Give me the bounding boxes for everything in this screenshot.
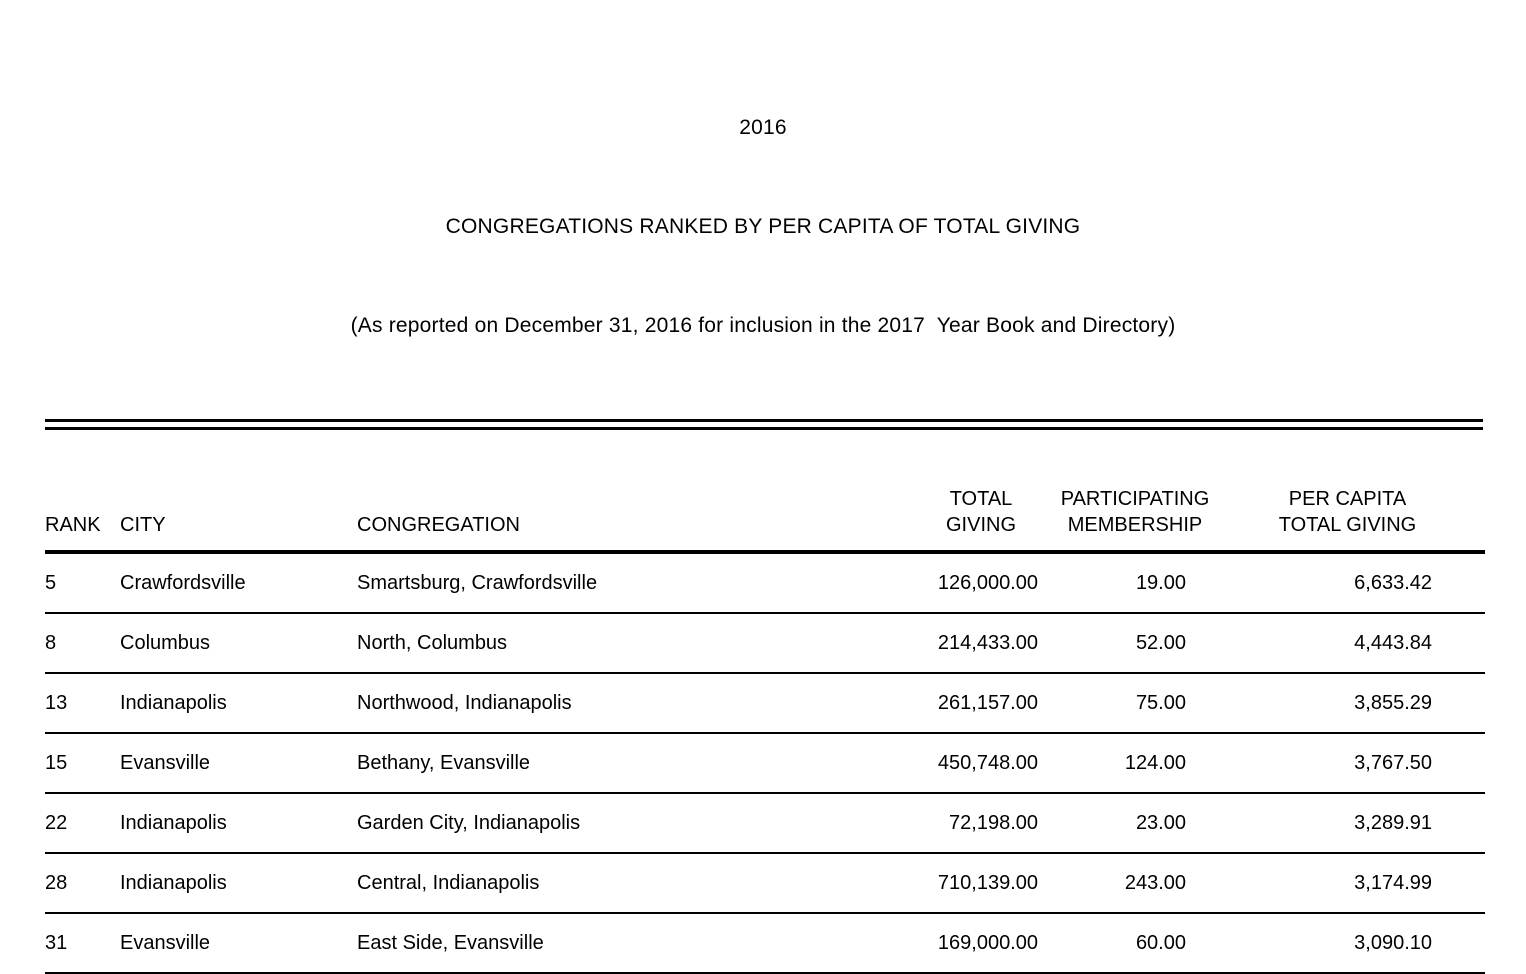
header-double-rule (45, 419, 1483, 430)
cell-rank: 31 (45, 913, 120, 973)
cell-city: Evansville (120, 733, 357, 793)
cell-rank: 5 (45, 552, 120, 613)
table-row (45, 793, 1485, 853)
report-header (0, 0, 1526, 408)
cell-total-giving: 450,748.00 (902, 733, 1060, 793)
cell-per-capita: 3,767.50 (1210, 733, 1485, 793)
column-header-city: CITY (120, 430, 357, 552)
cell-congregation: Smartsburg, Crawfordsville (357, 552, 902, 613)
column-header-per-capita-line2: TOTAL GIVING (1278, 514, 1417, 536)
table-row (45, 613, 1485, 673)
cell-membership: 19.00 (1060, 552, 1210, 613)
column-header-per-capita-line1: PER CAPITA (1288, 488, 1407, 510)
column-header-per-capita (1210, 430, 1485, 552)
giving-table (45, 430, 1485, 974)
cell-congregation: North, Columbus (357, 613, 902, 673)
cell-city: Columbus (120, 613, 357, 673)
cell-city: Evansville (120, 913, 357, 973)
cell-membership: 243.00 (1060, 853, 1210, 913)
table-row (45, 552, 1485, 613)
report-title: CONGREGATIONS RANKED BY PER CAPITA OF TOTAL GIVING (445, 215, 1081, 238)
cell-total-giving: 214,433.00 (902, 613, 1060, 673)
cell-per-capita: 4,443.84 (1210, 613, 1485, 673)
cell-congregation: Central, Indianapolis (357, 853, 902, 913)
cell-city: Indianapolis (120, 853, 357, 913)
cell-rank: 8 (45, 613, 120, 673)
cell-total-giving: 261,157.00 (902, 673, 1060, 733)
cell-membership: 75.00 (1060, 673, 1210, 733)
column-header-rank: RANK (45, 430, 120, 552)
cell-rank: 28 (45, 853, 120, 913)
cell-congregation: Garden City, Indianapolis (357, 793, 902, 853)
cell-congregation: Bethany, Evansville (357, 733, 902, 793)
cell-per-capita: 3,174.99 (1210, 853, 1485, 913)
column-header-membership (1060, 430, 1210, 552)
report-year: 2016 (739, 116, 787, 139)
cell-total-giving: 126,000.00 (902, 552, 1060, 613)
column-header-total-giving-line1: TOTAL (949, 488, 1013, 510)
cell-rank: 13 (45, 673, 120, 733)
column-header-membership-line2: MEMBERSHIP (1067, 514, 1203, 536)
cell-membership: 60.00 (1060, 913, 1210, 973)
cell-rank: 22 (45, 793, 120, 853)
table-row (45, 853, 1485, 913)
cell-membership: 23.00 (1060, 793, 1210, 853)
table-row (45, 673, 1485, 733)
cell-total-giving: 169,000.00 (902, 913, 1060, 973)
cell-per-capita: 3,855.29 (1210, 673, 1485, 733)
cell-congregation: East Side, Evansville (357, 913, 902, 973)
cell-city: Crawfordsville (120, 552, 357, 613)
column-header-total-giving-line2: GIVING (945, 514, 1016, 536)
cell-congregation: Northwood, Indianapolis (357, 673, 902, 733)
cell-total-giving: 72,198.00 (902, 793, 1060, 853)
cell-membership: 124.00 (1060, 733, 1210, 793)
cell-city: Indianapolis (120, 673, 357, 733)
table-row (45, 733, 1485, 793)
report-subtitle: (As reported on December 31, 2016 for inclusion in the 2017 Year Book and Directory) (350, 314, 1176, 337)
cell-per-capita: 3,289.91 (1210, 793, 1485, 853)
cell-rank: 15 (45, 733, 120, 793)
table-header-row (45, 430, 1485, 552)
column-header-total-giving (902, 430, 1060, 552)
table-row (45, 913, 1485, 973)
cell-total-giving: 710,139.00 (902, 853, 1060, 913)
cell-membership: 52.00 (1060, 613, 1210, 673)
cell-per-capita: 3,090.10 (1210, 913, 1485, 973)
table-body (45, 552, 1485, 973)
cell-per-capita: 6,633.42 (1210, 552, 1485, 613)
column-header-congregation: CONGREGATION (357, 430, 902, 552)
column-header-membership-line1: PARTICIPATING (1060, 488, 1210, 510)
cell-city: Indianapolis (120, 793, 357, 853)
